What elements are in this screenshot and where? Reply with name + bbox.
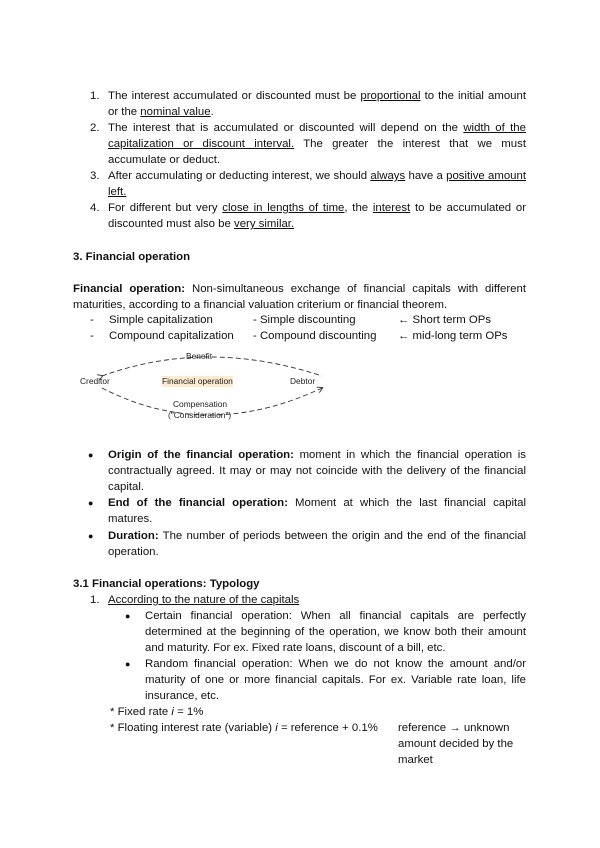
certain-operation: ● Certain financial operation: When all financial capitals are perfectly determined at the beginning of the operation, we know both their amount and maturity. For ex. Fixed rate loans, discount of a bill, etc.: [125, 610, 526, 654]
center-label: Financial operation: [162, 376, 233, 386]
floating-rate-note: * Floating interest rate (variable) i = reference + 0.1%: [110, 722, 378, 734]
bullet-duration: ● Duration: The number of periods between the origin and the end of the financial operation.: [88, 530, 526, 558]
typology-item-number: 1.: [90, 594, 100, 606]
capitalization-row: -: [90, 314, 94, 326]
random-operation: ● Random financial operation: When we do not know the amount and/or maturity of one or more financial capitals. For ex. Variable rate loan, life insurance, etc.: [125, 658, 526, 702]
capitalization-row: -: [90, 330, 94, 342]
bullet-dot-icon: ●: [88, 531, 94, 541]
row-col-1: Compound capitalization: [109, 330, 234, 342]
principle-item: 4. For different but very close in lengths of time, the interest to be accumulated or discounted must also be very similar.: [90, 202, 526, 230]
fixed-rate-note: * Fixed rate i = 1%: [110, 706, 204, 718]
bullet-dot-icon: ●: [88, 450, 94, 460]
row-col-1: Simple capitalization: [109, 314, 213, 326]
principle-item: 3. After accumulating or deducting interest, we should always have a positive amount left.: [90, 170, 527, 198]
bullet-dot-icon: ●: [125, 611, 131, 621]
financial-operation-definition: Financial operation: Non-simultaneous exchange of financial capitals with different maturities, according to a financial valuation criterium or financial theorem.: [73, 283, 526, 311]
principle-item: 1. The interest accumulated or discounted must be proportional to the initial amount or the nominal value.: [90, 90, 526, 118]
row-col-3: ← mid-long term OPs: [398, 330, 508, 342]
bullet-dot-icon: ●: [88, 498, 94, 508]
bullet-dot-icon: ●: [125, 659, 131, 669]
debtor-label: Debtor: [290, 376, 316, 386]
bullet-end: ● End of the financial operation: Moment at which the last financial capital matures.: [88, 497, 527, 525]
row-col-2: - Simple discounting: [253, 314, 356, 326]
principles-list: [90, 88, 527, 232]
row-col-2: - Compound discounting: [253, 330, 377, 342]
compensation-label: Compensation: [173, 399, 228, 409]
principle-item: 2. The interest that is accumulated or discounted will depend on the width of the capitalization or discount interval. The greater the interest that we must accumulate or deduct.: [90, 122, 526, 166]
consideration-label: ("Consideration"): [168, 410, 232, 420]
bullet-origin: ● Origin of the financial operation: moment in which the financial operation is contractually agreed. It may or may not coincide with the delivery of the financial capital.: [88, 449, 526, 493]
financial-operation-diagram: [72, 344, 342, 428]
row-col-3: ← Short term OPs: [398, 314, 492, 326]
section-3-heading: 3. Financial operation: [73, 251, 191, 263]
floating-rate-explanation: reference → unknown amount decided by the market: [398, 722, 514, 766]
section-3-1-heading: 3.1 Financial operations: Typology: [73, 578, 260, 590]
creditor-label: Creditor: [80, 376, 110, 386]
typology-item: According to the nature of the capitals: [108, 594, 300, 606]
benefit-label: Benefit: [186, 351, 213, 361]
